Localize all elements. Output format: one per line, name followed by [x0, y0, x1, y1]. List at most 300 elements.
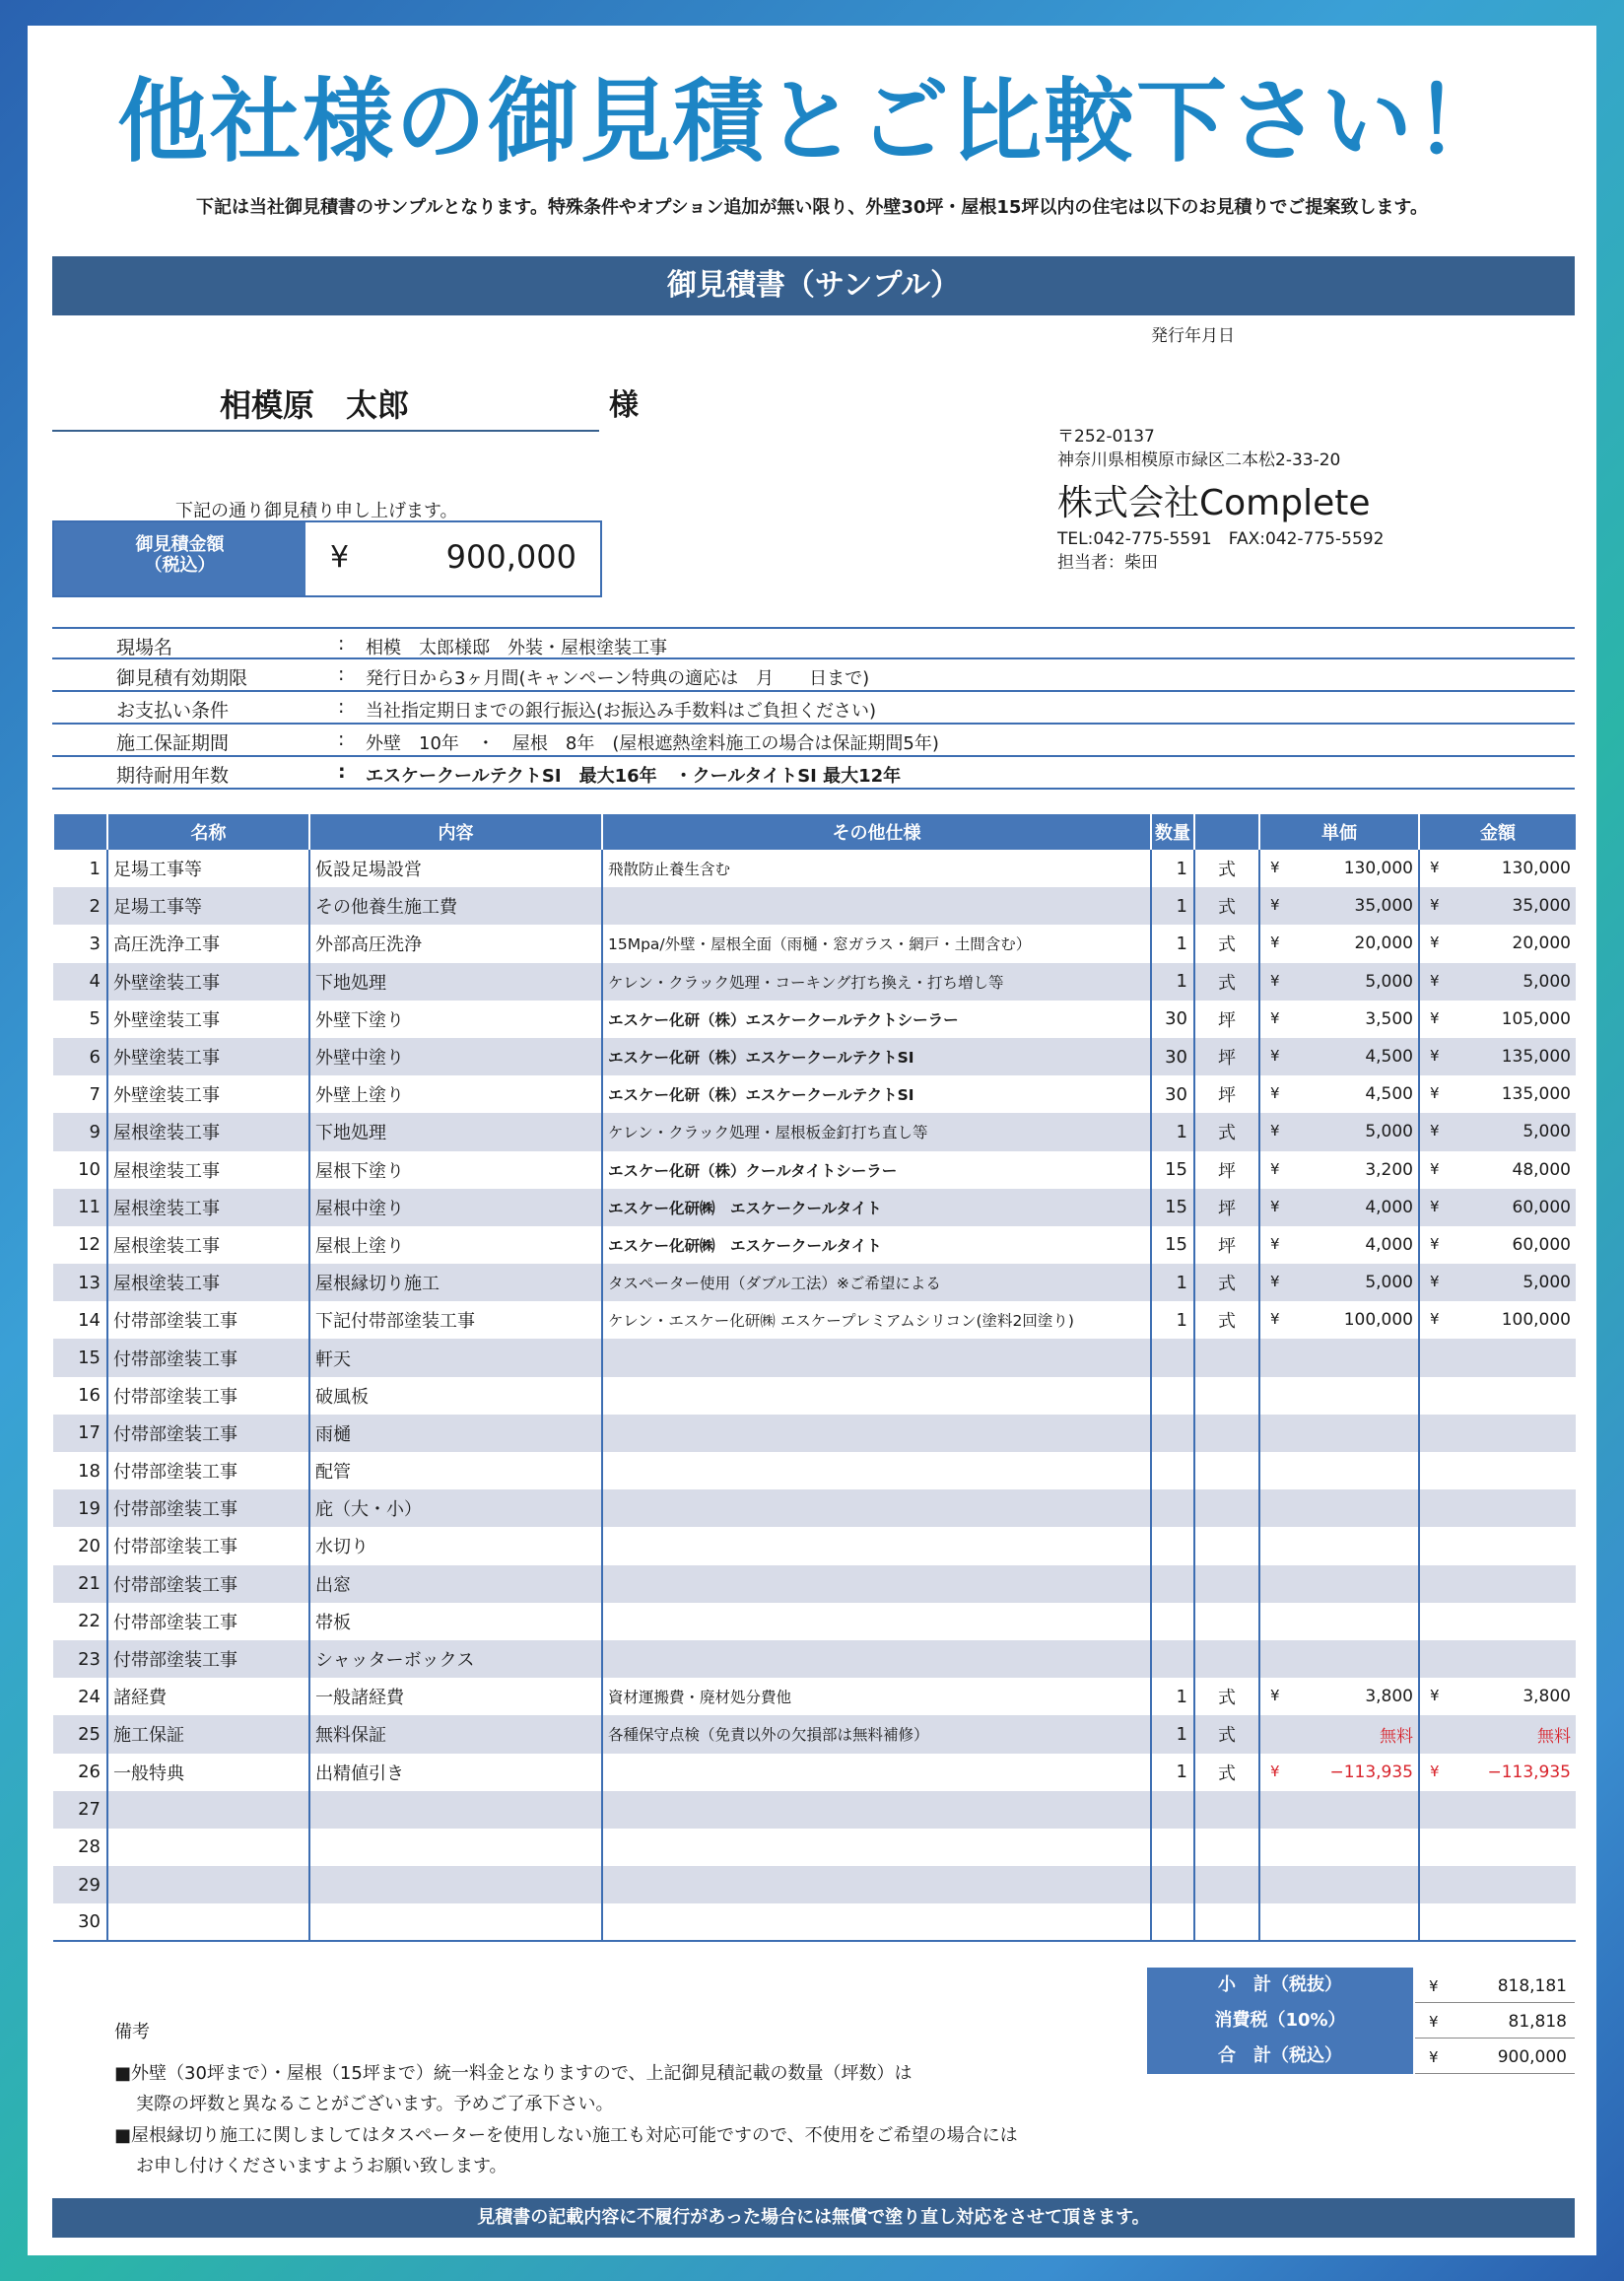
estimate-amount-label — [54, 522, 305, 595]
amount-value: 60,000 — [1512, 1234, 1571, 1255]
table-row — [53, 963, 1576, 1001]
line-amount — [1419, 925, 1576, 962]
item-content: 帯板 — [309, 1603, 602, 1640]
item-content: 外壁下塗り — [309, 1001, 602, 1038]
item-quantity: 1 — [1151, 963, 1194, 1001]
item-unit — [1194, 1640, 1259, 1678]
total-value: 900,000 — [1497, 2047, 1567, 2067]
item-spec — [602, 1603, 1151, 1640]
row-number: 21 — [53, 1565, 107, 1603]
column-header: 名称 — [107, 814, 309, 850]
totals-box — [1147, 1968, 1575, 2074]
info-colon: : — [338, 633, 345, 655]
yen-symbol: ¥ — [1430, 1687, 1440, 1705]
line-amount — [1419, 1001, 1576, 1038]
yen-symbol: ¥ — [1429, 2013, 1439, 2031]
row-number: 15 — [53, 1339, 107, 1376]
item-unit: 式 — [1194, 925, 1259, 962]
line-amount — [1419, 963, 1576, 1001]
column-header: 金額 — [1419, 814, 1576, 850]
unit-price — [1259, 1603, 1419, 1640]
info-value: 当社指定期日までの銀行振込(お振込み手数料はご負担ください) — [366, 701, 877, 722]
company-tel: TEL:042-775-5591 FAX:042-775-5592 — [1057, 529, 1385, 549]
item-unit — [1194, 1565, 1259, 1603]
item-spec — [602, 1866, 1151, 1903]
total-value: 818,181 — [1497, 1976, 1567, 1996]
item-content: 屋根中塗り — [309, 1189, 602, 1226]
price-value: 5,000 — [1365, 1122, 1413, 1142]
yen-symbol: ¥ — [1430, 1234, 1440, 1253]
item-spec — [602, 1527, 1151, 1564]
yen-symbol: ¥ — [1429, 1977, 1439, 1995]
unit-price — [1259, 1565, 1419, 1603]
line-amount — [1419, 1038, 1576, 1075]
info-value: 外壁 10年 ・ 屋根 8年 (屋根遮熱塗料施工の場合は保証期間5年) — [366, 733, 939, 754]
line-amount — [1419, 1489, 1576, 1527]
item-unit: 坪 — [1194, 1151, 1259, 1189]
unit-price — [1259, 1226, 1419, 1264]
table-row — [53, 1113, 1576, 1150]
yen-symbol: ¥ — [1270, 1046, 1280, 1065]
price-value: 130,000 — [1343, 859, 1413, 879]
item-spec — [602, 1489, 1151, 1527]
item-spec: 15Mpa/外壁・屋根全面（雨樋・窓ガラス・網戸・土間含む） — [602, 925, 1151, 962]
unit-price — [1259, 1754, 1419, 1791]
item-spec: 資材運搬費・廃材処分費他 — [602, 1678, 1151, 1715]
item-name: 外壁塗装工事 — [107, 1075, 309, 1113]
line-amount — [1419, 1903, 1576, 1941]
note-line: 実際の坪数と異なることがございます。予めご了承下さい。 — [136, 2094, 614, 2114]
info-colon: : — [338, 663, 345, 685]
total-row — [1147, 1968, 1575, 2003]
table-row — [53, 1301, 1576, 1339]
item-name: 高圧洗浄工事 — [107, 925, 309, 962]
company-staff: 担当者：柴田 — [1057, 553, 1158, 573]
table-row — [53, 1452, 1576, 1489]
amount-value: 105,000 — [1501, 1008, 1571, 1029]
line-amount — [1419, 1678, 1576, 1715]
company-name: 株式会社Complete — [1057, 483, 1371, 523]
price-value: 100,000 — [1343, 1310, 1413, 1331]
unit-price — [1259, 1452, 1419, 1489]
note-line: ■屋根縁切り施工に関しましてはタスペーターを使用しない施工も対応可能ですので、不使用をご希望の場合には — [114, 2124, 1018, 2146]
headline: 他社様の御見積とご比較下さい！ — [116, 69, 1507, 174]
item-content: 外壁中塗り — [309, 1038, 602, 1075]
item-unit: 式 — [1194, 1264, 1259, 1301]
item-name: 付帯部塗装工事 — [107, 1452, 309, 1489]
item-spec: 各種保守点検（免責以外の欠損部は無料補修） — [602, 1715, 1151, 1753]
item-content: 一般諸経費 — [309, 1678, 602, 1715]
info-row — [52, 725, 1575, 757]
table-row — [53, 1415, 1576, 1452]
line-amount — [1419, 1075, 1576, 1113]
table-row — [53, 1603, 1576, 1640]
price-value: 4,000 — [1365, 1197, 1413, 1217]
yen-symbol: ¥ — [1270, 1273, 1280, 1291]
yen-symbol: ¥ — [1270, 1310, 1280, 1329]
info-label: 期待耐用年数 — [116, 765, 230, 787]
item-name: 屋根塗装工事 — [107, 1264, 309, 1301]
line-amount — [1419, 1565, 1576, 1603]
line-amount — [1419, 1113, 1576, 1150]
company-zip: 〒252-0137 — [1057, 427, 1155, 447]
item-quantity: 1 — [1151, 1264, 1194, 1301]
amount-value: −113,935 — [1487, 1762, 1571, 1782]
item-quantity — [1151, 1866, 1194, 1903]
price-value: 無料 — [1380, 1726, 1413, 1747]
item-spec — [602, 1565, 1151, 1603]
item-unit: 坪 — [1194, 1001, 1259, 1038]
row-number: 22 — [53, 1603, 107, 1640]
item-unit: 式 — [1194, 1301, 1259, 1339]
customer-underline — [52, 430, 599, 432]
table-row — [53, 1377, 1576, 1415]
item-quantity: 15 — [1151, 1189, 1194, 1226]
unit-price — [1259, 1377, 1419, 1415]
table-row — [53, 1829, 1576, 1866]
unit-price — [1259, 1415, 1419, 1452]
thanks-text: 下記の通り御見積り申し上げます。 — [175, 501, 458, 521]
item-content: その他養生施工費 — [309, 887, 602, 925]
yen-symbol: ¥ — [1430, 1273, 1440, 1291]
line-amount — [1419, 1640, 1576, 1678]
table-row — [53, 1866, 1576, 1903]
row-number: 19 — [53, 1489, 107, 1527]
table-row — [53, 1038, 1576, 1075]
price-value: 4,500 — [1365, 1047, 1413, 1068]
unit-price — [1259, 1264, 1419, 1301]
amount-value: 135,000 — [1501, 1084, 1571, 1105]
line-amount — [1419, 1226, 1576, 1264]
item-quantity — [1151, 1339, 1194, 1376]
price-value: 5,000 — [1365, 971, 1413, 992]
item-quantity — [1151, 1829, 1194, 1866]
info-row — [52, 627, 1575, 659]
item-name: 屋根塗装工事 — [107, 1189, 309, 1226]
item-quantity — [1151, 1527, 1194, 1564]
document-title: 御見積書（サンプル） — [52, 256, 1575, 315]
item-spec — [602, 1640, 1151, 1678]
item-unit: 式 — [1194, 887, 1259, 925]
price-value: 3,800 — [1365, 1687, 1413, 1707]
yen-symbol: ¥ — [1430, 1046, 1440, 1065]
item-name: 足場工事等 — [107, 887, 309, 925]
item-unit: 式 — [1194, 963, 1259, 1001]
yen-symbol: ¥ — [1430, 1310, 1440, 1329]
table-row — [53, 1339, 1576, 1376]
unit-price — [1259, 1678, 1419, 1715]
item-content: 軒天 — [309, 1339, 602, 1376]
unit-price — [1259, 1075, 1419, 1113]
info-colon: : — [338, 696, 345, 718]
item-unit — [1194, 1866, 1259, 1903]
item-quantity — [1151, 1565, 1194, 1603]
item-content: 出窓 — [309, 1565, 602, 1603]
item-quantity: 1 — [1151, 1678, 1194, 1715]
unit-price — [1259, 1791, 1419, 1829]
notes-lines — [114, 2058, 1018, 2182]
item-spec — [602, 1791, 1151, 1829]
item-name — [107, 1903, 309, 1941]
item-spec: タスペーター使用（ダブル工法）※ご希望による — [602, 1264, 1151, 1301]
note-line: ■外壁（30坪まで）・屋根（15坪まで）統一料金となりますので、上記御見積記載の数量（坪数）は — [114, 2062, 913, 2084]
unit-price — [1259, 1113, 1419, 1150]
line-amount — [1419, 1791, 1576, 1829]
table-row — [53, 1903, 1576, 1941]
item-name — [107, 1791, 309, 1829]
item-content: 出精値引き — [309, 1754, 602, 1791]
line-amount — [1419, 1452, 1576, 1489]
item-content: シャッターボックス — [309, 1640, 602, 1678]
row-number: 2 — [53, 887, 107, 925]
row-number: 10 — [53, 1151, 107, 1189]
item-name: 付帯部塗装工事 — [107, 1489, 309, 1527]
table-row — [53, 925, 1576, 962]
amount-value: 60,000 — [1512, 1197, 1571, 1217]
yen-symbol: ¥ — [1270, 1084, 1280, 1103]
item-quantity — [1151, 1415, 1194, 1452]
line-amount — [1419, 1527, 1576, 1564]
item-unit: 坪 — [1194, 1075, 1259, 1113]
item-content — [309, 1791, 602, 1829]
item-quantity — [1151, 1452, 1194, 1489]
item-name: 施工保証 — [107, 1715, 309, 1753]
item-unit: 坪 — [1194, 1226, 1259, 1264]
yen-symbol: ¥ — [1430, 933, 1440, 952]
item-name: 付帯部塗装工事 — [107, 1527, 309, 1564]
info-label: お支払い条件 — [116, 700, 230, 722]
yen-symbol: ¥ — [1270, 1687, 1280, 1705]
item-quantity — [1151, 1603, 1194, 1640]
line-amount — [1419, 1151, 1576, 1189]
item-spec: エスケー化研（株）エスケークールテクトシーラー — [602, 1001, 1151, 1038]
item-name: 付帯部塗装工事 — [107, 1301, 309, 1339]
item-content: 下地処理 — [309, 963, 602, 1001]
item-content: 仮設足場設営 — [309, 850, 602, 887]
estimate-amount-box — [52, 520, 602, 597]
amount-value: 130,000 — [1501, 859, 1571, 879]
item-content: 屋根下塗り — [309, 1151, 602, 1189]
row-number: 11 — [53, 1189, 107, 1226]
item-name: 付帯部塗装工事 — [107, 1603, 309, 1640]
unit-price — [1259, 1866, 1419, 1903]
info-label: 御見積有効期限 — [116, 667, 248, 689]
item-unit — [1194, 1452, 1259, 1489]
item-quantity: 15 — [1151, 1151, 1194, 1189]
line-amount — [1419, 1264, 1576, 1301]
line-amount — [1419, 1754, 1576, 1791]
unit-price — [1259, 1189, 1419, 1226]
item-content: 破風板 — [309, 1377, 602, 1415]
unit-price — [1259, 1001, 1419, 1038]
line-amount — [1419, 1339, 1576, 1376]
amount-value: 20,000 — [1512, 933, 1571, 954]
yen-symbol: ¥ — [1270, 896, 1280, 915]
price-value: 3,200 — [1365, 1159, 1413, 1180]
item-content: 外部高圧洗浄 — [309, 925, 602, 962]
amount-value: 100,000 — [1501, 1310, 1571, 1331]
table-header-row — [53, 814, 1576, 850]
yen-symbol: ¥ — [1270, 971, 1280, 990]
amount-value: 3,800 — [1522, 1687, 1571, 1707]
column-header: その他仕様 — [602, 814, 1151, 850]
info-label: 施工保証期間 — [116, 732, 230, 754]
customer-name: 相模原 太郎 — [220, 386, 410, 424]
project-info — [52, 627, 1575, 790]
yen-symbol: ¥ — [1270, 933, 1280, 952]
table-row — [53, 850, 1576, 887]
item-spec — [602, 1754, 1151, 1791]
item-unit — [1194, 1377, 1259, 1415]
item-quantity: 30 — [1151, 1075, 1194, 1113]
item-spec: 飛散防止養生含む — [602, 850, 1151, 887]
table-row — [53, 1527, 1576, 1564]
amount-value: 5,000 — [1522, 1273, 1571, 1293]
item-spec: エスケー化研（株）クールタイトシーラー — [602, 1151, 1151, 1189]
row-number: 13 — [53, 1264, 107, 1301]
unit-price — [1259, 1301, 1419, 1339]
line-amount — [1419, 850, 1576, 887]
row-number: 24 — [53, 1678, 107, 1715]
amount-value: 48,000 — [1512, 1159, 1571, 1180]
item-content: 庇（大・小） — [309, 1489, 602, 1527]
amount-label-line2: （税込） — [144, 554, 216, 576]
item-unit — [1194, 1603, 1259, 1640]
item-quantity — [1151, 1489, 1194, 1527]
item-name: 付帯部塗装工事 — [107, 1415, 309, 1452]
row-number: 17 — [53, 1415, 107, 1452]
total-value-cell — [1415, 2003, 1575, 2039]
table-row — [53, 1565, 1576, 1603]
line-amount — [1419, 1301, 1576, 1339]
item-quantity: 1 — [1151, 1754, 1194, 1791]
item-spec — [602, 1829, 1151, 1866]
table-row — [53, 1791, 1576, 1829]
item-spec: エスケー化研（株）エスケークールテクトSI — [602, 1075, 1151, 1113]
table-row — [53, 1075, 1576, 1113]
line-amount — [1419, 1415, 1576, 1452]
table-body — [53, 850, 1576, 1941]
item-quantity: 1 — [1151, 1715, 1194, 1753]
item-quantity — [1151, 1903, 1194, 1941]
row-number: 6 — [53, 1038, 107, 1075]
yen-symbol: ¥ — [1430, 1122, 1440, 1140]
item-quantity: 30 — [1151, 1001, 1194, 1038]
total-value: 81,818 — [1508, 2012, 1567, 2032]
issue-date: 発行年月日 — [1151, 326, 1235, 346]
item-content — [309, 1903, 602, 1941]
row-number: 9 — [53, 1113, 107, 1150]
total-label: 小 計（税抜） — [1147, 1968, 1413, 2003]
price-value: 4,500 — [1365, 1084, 1413, 1105]
total-label: 合 計（税込） — [1147, 2039, 1413, 2074]
info-colon: : — [338, 761, 346, 783]
yen-symbol: ¥ — [330, 540, 350, 575]
item-content: 屋根上塗り — [309, 1226, 602, 1264]
item-name: 外壁塗装工事 — [107, 1038, 309, 1075]
company-address: 神奈川県相模原市緑区二本松2-33-20 — [1057, 450, 1341, 470]
table-row — [53, 1264, 1576, 1301]
row-number: 1 — [53, 850, 107, 887]
item-spec — [602, 1903, 1151, 1941]
unit-price — [1259, 1151, 1419, 1189]
item-spec: ケレン・エスケー化研㈱ エスケープレミアムシリコン(塗料2回塗り) — [602, 1301, 1151, 1339]
item-unit: 坪 — [1194, 1189, 1259, 1226]
item-unit — [1194, 1415, 1259, 1452]
yen-symbol: ¥ — [1270, 859, 1280, 876]
unit-price — [1259, 1640, 1419, 1678]
item-spec: ケレン・クラック処理・コーキング打ち換え・打ち増し等 — [602, 963, 1151, 1001]
line-amount — [1419, 887, 1576, 925]
column-header — [53, 814, 107, 850]
yen-symbol: ¥ — [1429, 2048, 1439, 2066]
price-value: 4,000 — [1365, 1234, 1413, 1255]
customer-honorific: 様 — [609, 388, 639, 423]
item-spec — [602, 1377, 1151, 1415]
item-unit — [1194, 1527, 1259, 1564]
row-number: 27 — [53, 1791, 107, 1829]
item-spec — [602, 1452, 1151, 1489]
item-content: 水切り — [309, 1527, 602, 1564]
item-quantity: 1 — [1151, 850, 1194, 887]
row-number: 16 — [53, 1377, 107, 1415]
item-spec: ケレン・クラック処理・屋根板金釘打ち直し等 — [602, 1113, 1151, 1150]
amount-value: 5,000 — [1522, 1122, 1571, 1142]
item-quantity — [1151, 1640, 1194, 1678]
item-unit: 坪 — [1194, 1038, 1259, 1075]
table-row — [53, 1226, 1576, 1264]
info-value: 発行日から3ヶ月間(キャンペーン特典の適応は 月 日まで) — [366, 668, 870, 689]
item-unit: 式 — [1194, 1113, 1259, 1150]
item-content — [309, 1866, 602, 1903]
unit-price — [1259, 1339, 1419, 1376]
info-label: 現場名 — [116, 637, 173, 658]
footer-banner: 見積書の記載内容に不履行があった場合には無償で塗り直し対応をさせて頂きます。 — [52, 2198, 1575, 2238]
unit-price — [1259, 1829, 1419, 1866]
table-row — [53, 1489, 1576, 1527]
yen-symbol: ¥ — [1270, 1159, 1280, 1178]
unit-price — [1259, 1527, 1419, 1564]
line-amount — [1419, 1189, 1576, 1226]
amount-value: 5,000 — [1522, 971, 1571, 992]
table-row — [53, 1189, 1576, 1226]
amount-value: 35,000 — [1512, 896, 1571, 917]
price-value: −113,935 — [1329, 1762, 1413, 1782]
item-spec: エスケー化研㈱ エスケークールタイト — [602, 1226, 1151, 1264]
price-value: 3,500 — [1365, 1008, 1413, 1029]
table-row — [53, 1151, 1576, 1189]
unit-price — [1259, 1715, 1419, 1753]
item-content — [309, 1829, 602, 1866]
item-quantity: 15 — [1151, 1226, 1194, 1264]
item-unit — [1194, 1791, 1259, 1829]
notes-title: 備考 — [114, 2022, 150, 2042]
row-number: 29 — [53, 1866, 107, 1903]
yen-symbol: ¥ — [1430, 1762, 1440, 1780]
total-value-cell — [1415, 2039, 1575, 2074]
item-unit: 式 — [1194, 1678, 1259, 1715]
item-quantity: 1 — [1151, 1301, 1194, 1339]
info-value: 相模 太郎様邸 外装・屋根塗装工事 — [366, 638, 667, 658]
row-number: 14 — [53, 1301, 107, 1339]
item-name: 外壁塗装工事 — [107, 963, 309, 1001]
price-value: 5,000 — [1365, 1273, 1413, 1293]
item-name: 屋根塗装工事 — [107, 1113, 309, 1150]
amount-value: 無料 — [1537, 1726, 1571, 1747]
item-unit — [1194, 1903, 1259, 1941]
item-name: 付帯部塗装工事 — [107, 1339, 309, 1376]
column-header: 内容 — [309, 814, 602, 850]
